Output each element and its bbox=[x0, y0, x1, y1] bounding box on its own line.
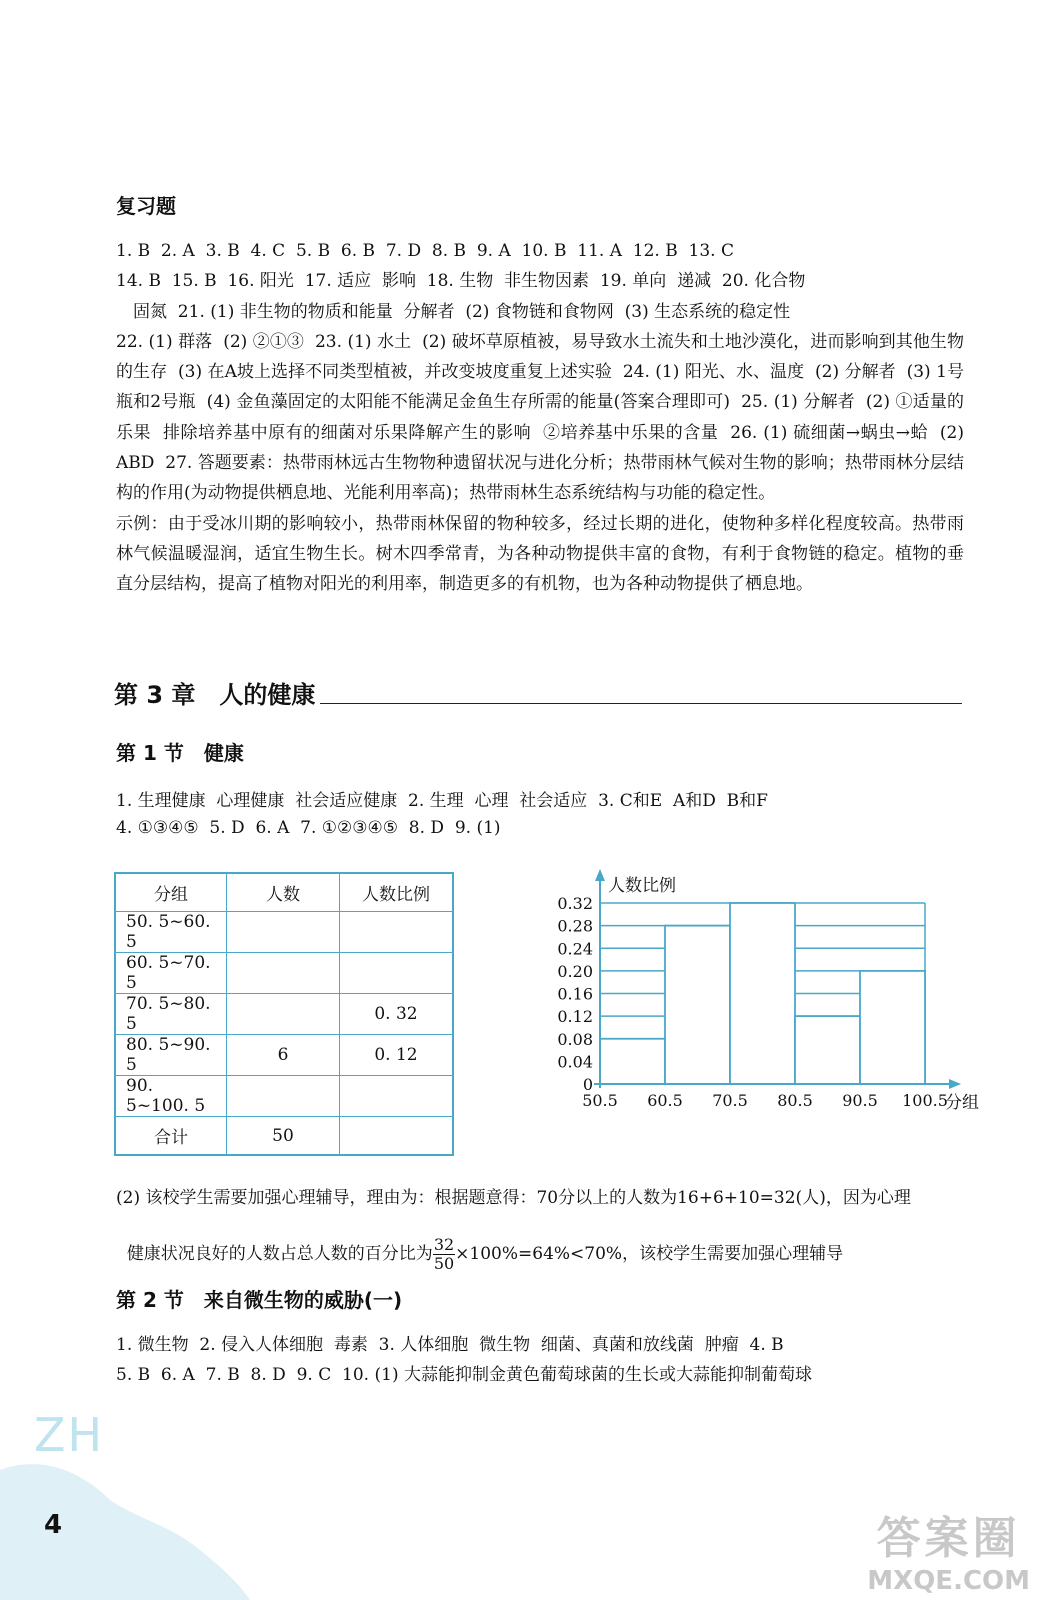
table-header-group: 分组 bbox=[115, 873, 227, 912]
table-cell: 50. 5~60. 5 bbox=[115, 912, 227, 953]
section2-answers-line1: 1. 微生物 2. 侵入人体细胞 毒素 3. 人体细胞 微生物 细菌、真菌和放线菌 肿瘤 4. B bbox=[116, 1335, 784, 1355]
part2-line2-pre: 健康状况良好的人数占总人数的百分比为 bbox=[126, 1244, 433, 1264]
table-row bbox=[115, 1076, 453, 1117]
table-cell bbox=[227, 1076, 340, 1117]
x-tick-label: 50.5 bbox=[582, 1091, 618, 1110]
x-tick-label: 60.5 bbox=[647, 1091, 683, 1110]
table-cell: 6 bbox=[227, 1035, 340, 1076]
page-number: 4 bbox=[44, 1510, 63, 1540]
table-header-ratio: 人数比例 bbox=[340, 873, 454, 912]
fraction-denominator: 50 bbox=[433, 1254, 455, 1273]
table-cell: 70. 5~80. 5 bbox=[115, 994, 227, 1035]
y-tick-label: 0.28 bbox=[557, 916, 593, 936]
x-axis-arrow bbox=[949, 1079, 961, 1089]
y-tick-label: 0.20 bbox=[557, 961, 593, 981]
watermark-text: 答案圈 bbox=[876, 1513, 1021, 1564]
table-cell bbox=[340, 1117, 454, 1156]
review-title: 复习题 bbox=[116, 194, 176, 218]
frequency-histogram bbox=[540, 865, 980, 1125]
watermark-url: MXQE.COM bbox=[867, 1566, 1030, 1596]
part2-line1: (2) 该校学生需要加强心理辅导，理由为：根据题意得：70分以上的人数为16+6+10=32(人)，因为心理 bbox=[116, 1188, 911, 1208]
x-tick-label: 70.5 bbox=[712, 1091, 748, 1110]
histogram-bar bbox=[795, 1016, 860, 1084]
x-tick-label: 80.5 bbox=[777, 1091, 813, 1110]
section2-answers-line2: 5. B 6. A 7. B 8. D 9. C 10. (1) 大蒜能抑制金黄色葡萄球菌的生长或大蒜能抑制葡萄球 bbox=[116, 1365, 812, 1385]
section1-answers-line1: 1. 生理健康 心理健康 社会适应健康 2. 生理 心理 社会适应 3. C和E A和D B和F bbox=[116, 791, 768, 811]
table-row bbox=[115, 1117, 453, 1156]
table-cell bbox=[227, 994, 340, 1035]
x-axis-label: 分组 bbox=[945, 1093, 979, 1113]
chapter-title: 第 3 章 人的健康 bbox=[114, 681, 316, 709]
table-cell: 合计 bbox=[115, 1117, 227, 1156]
table-cell: 60. 5~70. 5 bbox=[115, 953, 227, 994]
y-tick-label: 0.12 bbox=[557, 1007, 593, 1027]
y-axis-arrow bbox=[595, 869, 605, 881]
y-tick-label: 0.24 bbox=[557, 939, 593, 959]
x-tick-label: 90.5 bbox=[842, 1091, 878, 1110]
review-answers: 1. B 2. A 3. B 4. C 5. B 6. B 7. D 8. B 9. A 10. B 11. A 12. B 13. C 14. B 15. B 16. 阳光 17. 适应 影响 18. 生物 非生物因素 19. 单向 递减 20. 化合物 固氮 21. (1) 非生物的物质和能量 分解者 (2) 食物链和食物网 (3) 生态系统的稳定性 22. (1) 群落 (2) ②①③ 23. (1) 水土 (2) 破坏草原植被，易导致水土流失和土地沙漠化，进而影响到其他生物的生存 (3) 在A坡上选择不同类型植被，并改变坡度重复上述实验 24. (1) 阳光、水、温度 (2) 分解者 (3) 1号瓶和2号瓶 (4) 金鱼藻固定的太阳能不能满足金鱼生存所需的能量(答案合理即可) 25. (1) 分解者 (2) ①适量的乐果 排除培养基中原有的细菌对乐果降解产生的影响 ②培养基中乐果的含量 26. (1) 硫细菌→蜗虫→蛤 (2) ABD 27. 答题要素：热带雨林远古生物物种遗留状况与进化分析；热带雨林气候对生物的影响；热带雨林分层结构的作用(为动物提供栖息地、光能利用率高)；热带雨林生态系统结构与功能的稳定性。 示例：由于受冰川期的影响较小，热带雨林保留的物种较多，经过长期的进化，使物种多样化程度较高。热带雨林气候温暖湿润，适宜生物生长。树木四季常青，为各种动物提供丰富的食物，有利于食物链的稳定。植物的垂直分层结构，提高了植物对阳光的利用率，制造更多的有机物，也为各种动物提供了栖息地。 bbox=[116, 241, 964, 595]
table-cell: 0. 32 bbox=[340, 994, 454, 1035]
table-cell bbox=[340, 1076, 454, 1117]
x-tick-label: 100.5 bbox=[902, 1091, 948, 1110]
y-tick-label: 0.16 bbox=[557, 984, 593, 1004]
table-cell bbox=[340, 912, 454, 953]
chapter-rule bbox=[320, 703, 962, 704]
histogram-bar bbox=[860, 971, 925, 1084]
table-row bbox=[115, 994, 453, 1035]
table-row bbox=[115, 953, 453, 994]
table-cell bbox=[340, 953, 454, 994]
section2-title: 第 2 节 来自微生物的威胁(一) bbox=[116, 1288, 403, 1312]
histogram-bar bbox=[665, 926, 730, 1084]
histogram-bar bbox=[730, 903, 795, 1084]
part2-line2 bbox=[116, 1216, 843, 1273]
watermark bbox=[867, 1502, 1030, 1596]
y-axis-label: 人数比例 bbox=[608, 876, 676, 896]
table-row bbox=[115, 1035, 453, 1076]
y-tick-label: 0.04 bbox=[557, 1052, 593, 1072]
y-tick-label: 0.32 bbox=[557, 894, 593, 913]
table-cell: 50 bbox=[227, 1117, 340, 1156]
footer-logo: ZH bbox=[34, 1408, 105, 1462]
table-header-row bbox=[115, 873, 453, 912]
fraction-numerator: 32 bbox=[433, 1235, 455, 1254]
table-cell bbox=[227, 912, 340, 953]
y-tick-label: 0.08 bbox=[557, 1029, 593, 1049]
table-header-count: 人数 bbox=[227, 873, 340, 912]
y-tick-label: 0 bbox=[582, 1075, 593, 1094]
table-cell: 0. 12 bbox=[340, 1035, 454, 1076]
frequency-table bbox=[114, 872, 454, 1156]
table-cell bbox=[227, 953, 340, 994]
table-cell: 90. 5~100. 5 bbox=[115, 1076, 227, 1117]
table-row bbox=[115, 912, 453, 953]
table-cell: 80. 5~90. 5 bbox=[115, 1035, 227, 1076]
histogram-bar bbox=[600, 1039, 665, 1084]
section1-title: 第 1 节 健康 bbox=[116, 741, 244, 765]
section1-answers-line2: 4. ①③④⑤ 5. D 6. A 7. ①②③④⑤ 8. D 9. (1) bbox=[116, 818, 501, 838]
part2-line2-post: ×100%=64%<70%，该校学生需要加强心理辅导 bbox=[455, 1244, 844, 1264]
fraction bbox=[433, 1236, 455, 1273]
footer-cloud-shape bbox=[0, 1464, 250, 1600]
